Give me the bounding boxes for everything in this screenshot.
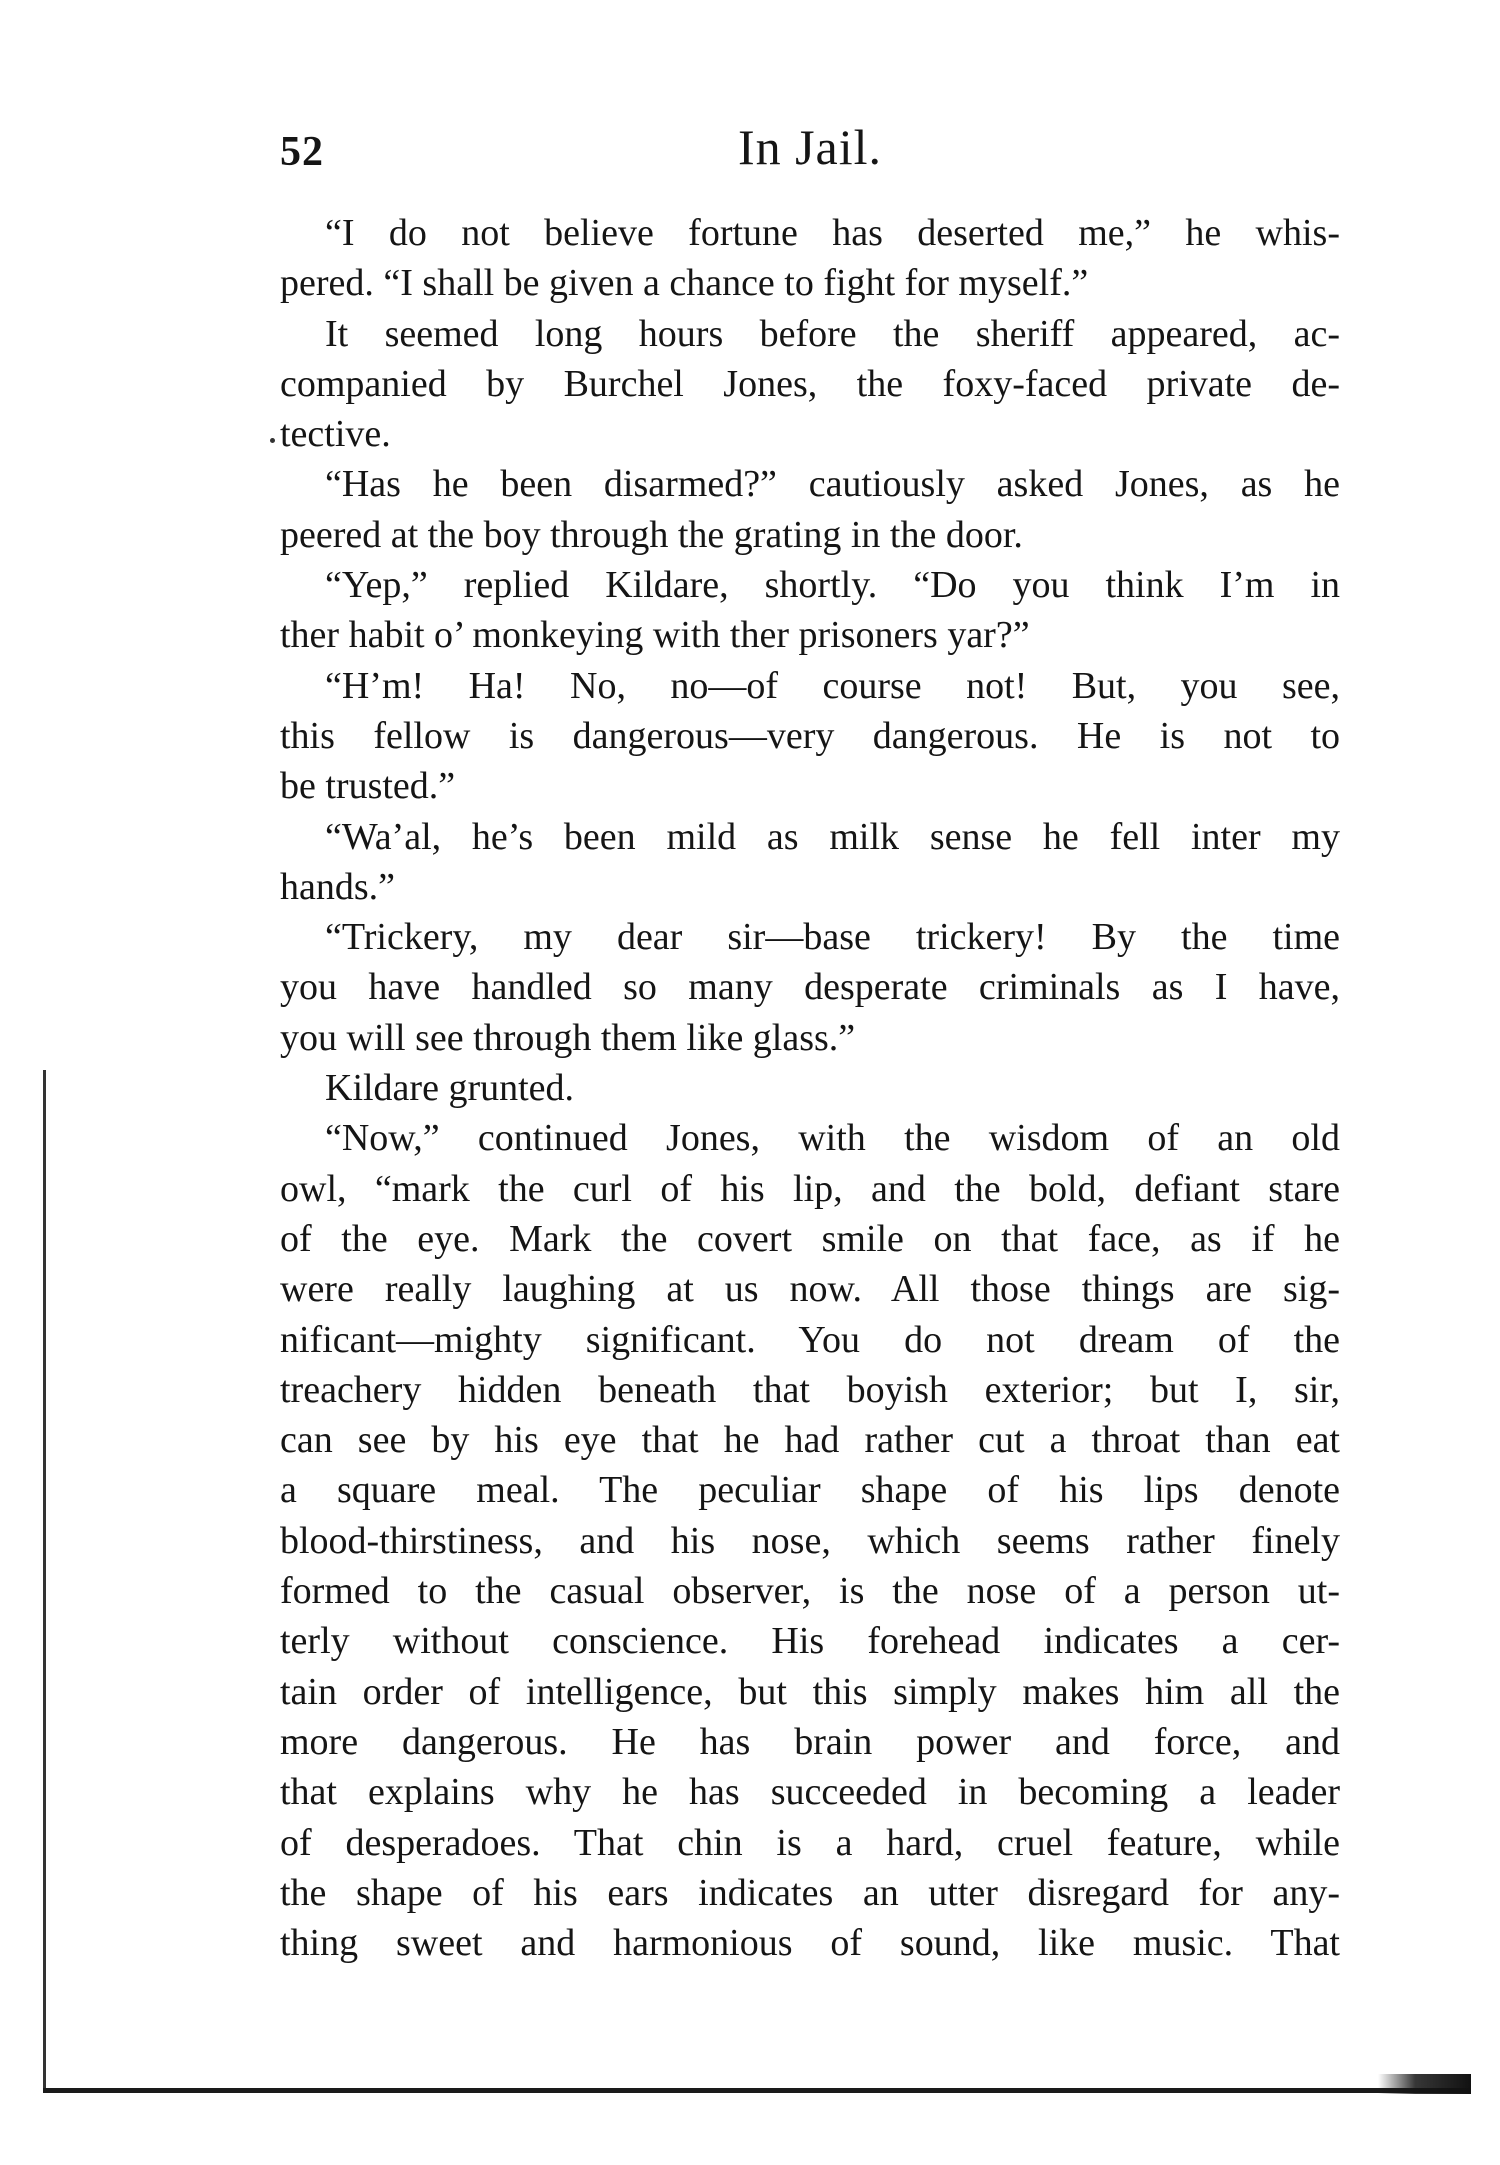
text-line: pered. “I shall be given a chance to fight for myself.” bbox=[280, 262, 1089, 305]
text-line: this fellow is dangerous—very dangerous. He is not to bbox=[280, 714, 1340, 757]
text-line: ther habit o’ monkeying with ther prisoners yar?” bbox=[280, 614, 1030, 657]
text-line: tain order of intelligence, but this simply makes him all the bbox=[280, 1670, 1340, 1713]
text-line: “Has he been disarmed?” cautiously asked Jones, as he bbox=[325, 463, 1340, 506]
text-line: be trusted.” bbox=[280, 765, 456, 808]
text-line: nificant—mighty significant. You do not dream of the bbox=[280, 1318, 1340, 1361]
text-line: can see by his eye that he had rather cut a throat than eat bbox=[280, 1419, 1340, 1462]
text-line: more dangerous. He has brain power and force, and bbox=[280, 1720, 1340, 1763]
text-line: owl, “mark the curl of his lip, and the bold, defiant stare bbox=[280, 1167, 1340, 1210]
text-line: It seemed long hours before the sheriff appeared, ac- bbox=[325, 312, 1340, 355]
text-line: of desperadoes. That chin is a hard, cruel feature, while bbox=[280, 1821, 1340, 1864]
text-line: you have handled so many desperate criminals as I have, bbox=[280, 966, 1340, 1009]
text-line: “H’m! Ha! No, no—of course not! But, you see, bbox=[325, 664, 1340, 707]
text-line: hands.” bbox=[280, 865, 396, 908]
text-line: were really laughing at us now. All those things are sig- bbox=[280, 1268, 1340, 1311]
running-title: In Jail. bbox=[737, 119, 883, 175]
page-bottom-smudge bbox=[1378, 2074, 1471, 2094]
text-line: “Wa’al, he’s been mild as milk sense he fell inter my bbox=[325, 815, 1340, 858]
text-line: formed to the casual observer, is the nose of a person ut- bbox=[280, 1570, 1340, 1613]
text-line: companied by Burchel Jones, the foxy-faced private de- bbox=[280, 362, 1340, 405]
text-line: “Yep,” replied Kildare, shortly. “Do you think I’m in bbox=[325, 564, 1340, 607]
stray-ink-mark bbox=[270, 438, 275, 443]
text-line: “Now,” continued Jones, with the wisdom of an old bbox=[325, 1117, 1340, 1160]
text-line: terly without conscience. His forehead indicates a cer- bbox=[280, 1620, 1340, 1663]
text-line: a square meal. The peculiar shape of his lips denote bbox=[280, 1469, 1340, 1512]
page-number: 52 bbox=[280, 129, 324, 175]
text-line: treachery hidden beneath that boyish exterior; but I, sir, bbox=[280, 1368, 1340, 1411]
text-line: you will see through them like glass.” bbox=[280, 1016, 856, 1059]
text-line: that explains why he has succeeded in becoming a leader bbox=[280, 1771, 1340, 1814]
page-bottom-rule bbox=[43, 2088, 1471, 2093]
text-line: blood-thirstiness, and his nose, which seems rather finely bbox=[280, 1519, 1340, 1562]
text-line: Kildare grunted. bbox=[325, 1067, 575, 1110]
text-line: peered at the boy through the grating in the door. bbox=[280, 513, 1023, 556]
text-line: thing sweet and harmonious of sound, like music. That bbox=[280, 1922, 1340, 1965]
page-edge-line bbox=[43, 1070, 46, 2090]
text-line: the shape of his ears indicates an utter disregard for any- bbox=[280, 1871, 1340, 1914]
text-line: tective. bbox=[280, 413, 391, 456]
body-text bbox=[280, 208, 1340, 1968]
text-line: “I do not believe fortune has deserted me,” he whis- bbox=[325, 212, 1340, 254]
page-header bbox=[280, 118, 1340, 198]
text-line: “Trickery, my dear sir—base trickery! By the time bbox=[325, 916, 1340, 959]
text-line: of the eye. Mark the covert smile on that face, as if he bbox=[280, 1217, 1340, 1260]
